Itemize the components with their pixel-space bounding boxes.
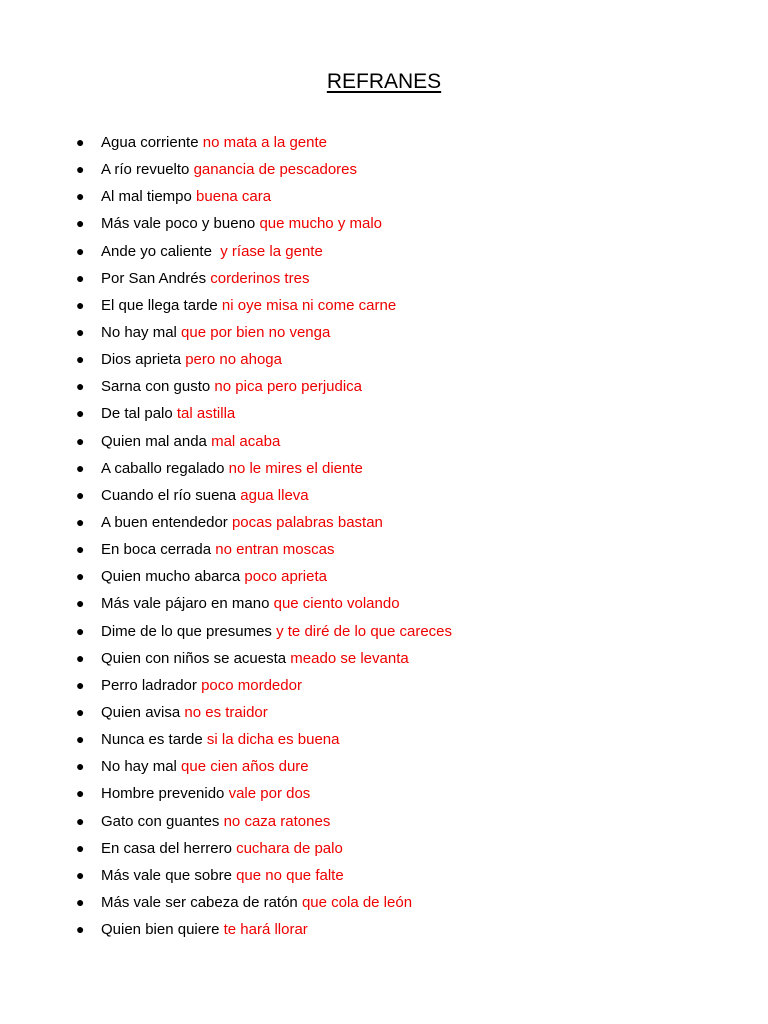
proverb-second-half: te hará llorar — [223, 921, 308, 939]
bullet-icon: ● — [76, 405, 85, 422]
proverb-text — [101, 563, 327, 590]
bullet-icon: ● — [76, 378, 85, 395]
proverb-first-half: Dime de lo que presumes — [101, 622, 277, 640]
proverb-first-half: Quien avisa — [101, 703, 185, 721]
bullet-icon: ● — [76, 541, 85, 558]
proverb-text — [101, 618, 452, 645]
proverb-first-half: Ande yo caliente — [101, 242, 221, 260]
proverb-first-half: A río revuelto — [101, 161, 194, 179]
proverb-first-half: No hay mal — [101, 323, 182, 341]
proverb-first-half: De tal palo — [101, 405, 177, 423]
bullet-icon: ● — [76, 161, 85, 178]
proverb-text — [101, 590, 400, 617]
proverb-text — [101, 835, 343, 862]
proverb-text — [101, 889, 412, 916]
bullet-icon: ● — [76, 921, 85, 938]
bullet-icon: ● — [76, 242, 85, 259]
proverb-first-half: Más vale pájaro en mano — [101, 595, 274, 613]
proverb-text — [101, 536, 334, 563]
proverb-text — [101, 319, 330, 346]
proverb-first-half: A buen entendedor — [101, 513, 232, 531]
proverb-second-half: ganancia de pescadores — [193, 161, 358, 179]
proverb-second-half: vale por dos — [228, 785, 311, 803]
proverb-text — [101, 699, 268, 726]
bullet-icon: ● — [76, 215, 85, 232]
bullet-icon: ● — [76, 351, 85, 368]
proverb-second-half: mal acaba — [211, 432, 281, 450]
proverb-text — [101, 129, 327, 156]
proverb-second-half: no caza ratones — [223, 812, 331, 830]
proverb-text — [101, 373, 362, 400]
proverb-first-half: Cuando el río suena — [101, 486, 241, 504]
bullet-icon: ● — [76, 568, 85, 585]
proverb-second-half: que por bien no venga — [181, 323, 331, 341]
proverb-first-half: No hay mal — [101, 758, 182, 776]
proverb-text — [101, 156, 357, 183]
proverb-second-half: que cola de león — [301, 893, 413, 911]
proverb-second-half: ni oye misa ni come carne — [221, 296, 397, 314]
proverb-text — [101, 400, 235, 427]
bullet-icon: ● — [76, 513, 85, 530]
proverb-first-half: En boca cerrada — [101, 541, 216, 559]
bullet-icon: ● — [76, 676, 85, 693]
proverb-second-half: corderinos tres — [210, 269, 310, 287]
bullet-icon: ● — [76, 839, 85, 856]
proverb-first-half: Quien mucho abarca — [101, 568, 245, 586]
proverb-first-half: Más vale ser cabeza de ratón — [101, 893, 302, 911]
proverb-first-half: Quien mal anda — [101, 432, 212, 450]
proverb-second-half: poco aprieta — [244, 568, 327, 586]
proverb-first-half: Sarna con gusto — [101, 378, 215, 396]
proverb-text — [101, 210, 382, 237]
bullet-icon: ● — [76, 432, 85, 449]
proverb-second-half: tal astilla — [176, 405, 236, 423]
proverb-first-half: A caballo regalado — [101, 459, 229, 477]
proverb-text — [101, 726, 340, 753]
proverb-second-half: meado se levanta — [290, 649, 409, 667]
proverb-text — [101, 455, 363, 482]
bullet-icon: ● — [76, 486, 85, 503]
proverb-text — [101, 482, 309, 509]
proverb-first-half: Hombre prevenido — [101, 785, 229, 803]
bullet-icon: ● — [76, 134, 85, 150]
proverb-first-half: Al mal tiempo — [101, 188, 197, 206]
proverb-first-half: El que llega tarde — [101, 296, 222, 314]
bullet-icon: ● — [76, 622, 85, 639]
proverb-second-half: pocas palabras bastan — [231, 513, 383, 531]
bullet-icon: ● — [76, 785, 85, 802]
proverb-first-half: Más vale poco y bueno — [101, 215, 260, 233]
bullet-icon: ● — [76, 269, 85, 286]
proverb-second-half: pero no ahoga — [185, 351, 282, 369]
proverb-second-half: que mucho y malo — [259, 215, 383, 233]
proverb-second-half: no pica pero perjudica — [214, 378, 363, 396]
proverb-second-half: no es traidor — [184, 703, 268, 721]
proverb-text — [101, 183, 271, 210]
bullet-icon: ● — [76, 188, 85, 205]
proverb-text — [101, 428, 280, 455]
proverb-second-half: no entran moscas — [215, 541, 335, 559]
proverb-text — [101, 265, 309, 292]
proverb-first-half: Gato con guantes — [101, 812, 224, 830]
proverb-text — [101, 780, 310, 807]
bullet-icon: ● — [76, 459, 85, 476]
proverb-text — [101, 916, 308, 943]
proverb-second-half: agua lleva — [240, 486, 309, 504]
bullet-icon: ● — [76, 866, 85, 883]
bullet-icon: ● — [76, 296, 85, 313]
bullet-icon: ● — [76, 731, 85, 748]
proverb-first-half: Nunca es tarde — [101, 731, 207, 749]
bullet-icon: ● — [76, 595, 85, 612]
proverb-second-half: que ciento volando — [273, 595, 400, 613]
bullet-icon: ● — [76, 323, 85, 340]
proverb-text — [101, 509, 383, 536]
proverb-first-half: Quien bien quiere — [101, 921, 224, 939]
bullet-icon: ● — [76, 812, 85, 829]
proverb-second-half: que no que falte — [236, 866, 344, 884]
page-title: REFRANES — [326, 70, 442, 93]
proverb-second-half: buena cara — [196, 188, 272, 206]
proverb-first-half: Por San Andrés — [101, 269, 211, 287]
proverb-first-half: Perro ladrador — [101, 676, 202, 694]
proverb-second-half: y te diré de lo que careces — [276, 622, 453, 640]
proverb-first-half: Dios aprieta — [101, 351, 186, 369]
bullet-icon: ● — [76, 703, 85, 720]
proverb-text — [101, 292, 396, 319]
proverb-second-half: que cien años dure — [181, 758, 309, 776]
proverb-second-half: no le mires el diente — [228, 459, 363, 477]
proverb-first-half: En casa del herrero — [101, 839, 237, 857]
proverb-text — [101, 808, 330, 835]
bullet-icon: ● — [76, 649, 85, 666]
proverb-first-half: Más vale que sobre — [101, 866, 237, 884]
proverb-second-half: si la dicha es buena — [206, 731, 340, 749]
proverb-second-half: y ríase la gente — [220, 242, 323, 260]
proverb-second-half: cuchara de palo — [236, 839, 343, 857]
proverb-text — [101, 645, 409, 672]
proverb-second-half: no mata a la gente — [202, 134, 327, 151]
proverb-text — [101, 238, 323, 265]
proverb-first-half: Quien con niños se acuesta — [101, 649, 291, 667]
proverb-text — [101, 753, 309, 780]
bullet-icon: ● — [76, 758, 85, 775]
proverb-text — [101, 862, 344, 889]
bullet-icon: ● — [76, 893, 85, 910]
proverb-first-half: Agua corriente — [101, 134, 203, 151]
proverb-text — [101, 672, 302, 699]
proverb-second-half: poco mordedor — [201, 676, 302, 694]
proverb-text — [101, 346, 282, 373]
